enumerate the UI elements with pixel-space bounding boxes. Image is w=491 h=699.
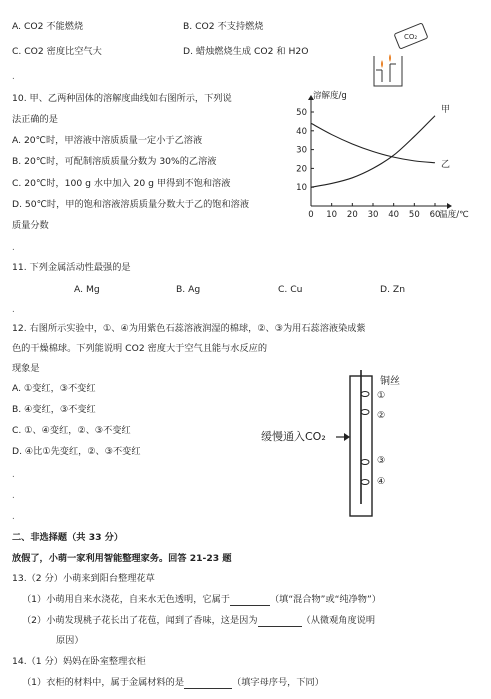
q11-option-b: B. Ag bbox=[176, 284, 201, 295]
x-tick-label: 20 bbox=[346, 210, 358, 220]
q14-part1 bbox=[22, 677, 324, 689]
q11-option-c: C. Cu bbox=[278, 284, 303, 295]
q12-option-c: C. ①、④变红，②、③不变红 bbox=[12, 425, 131, 436]
glass-tube-icon bbox=[350, 370, 372, 516]
q13-part1-answer-blank[interactable] bbox=[230, 595, 270, 606]
q9-option-c: C. CO2 密度比空气大 bbox=[12, 46, 102, 57]
x-axis-label: 温度/℃ bbox=[439, 210, 469, 220]
section2-heading: 二、非选择题（共 33 分） bbox=[12, 532, 124, 543]
y-tick-label: 50 bbox=[296, 108, 307, 118]
series-line-1 bbox=[311, 123, 435, 162]
co2-bottle-label: CO₂ bbox=[404, 33, 418, 41]
q13-part1-text: （1）小萌用自来水浇花，自来水无色透明，它属于 bbox=[22, 594, 230, 605]
ball-label-4: ④ bbox=[377, 476, 386, 487]
co2-pouring-figure bbox=[360, 20, 440, 90]
q13-part2-text: （2）小萌发现桃子花长出了花苞，闻到了香味，这是因为 bbox=[22, 615, 258, 626]
beaker-icon bbox=[374, 56, 402, 86]
q9-option-a: A. CO2 不能燃烧 bbox=[12, 21, 84, 32]
x-tick-label: 60 bbox=[429, 210, 441, 220]
q10-option-b: B. 20℃时，可配制溶质质量分数为 30%的乙溶液 bbox=[12, 156, 217, 167]
q9-option-d: D. 蜡烛燃烧生成 CO2 和 H2O bbox=[183, 46, 309, 57]
co2-inlet-label: 缓慢通入CO₂ bbox=[261, 430, 326, 443]
q12-stem-line1: 12. 右图所示实验中，①、④为用紫色石蕊溶液润湿的棉球，②、③为用石蕊溶液染成紫 bbox=[12, 323, 366, 334]
x-tick-label: 30 bbox=[367, 210, 379, 220]
x-tick-label: 10 bbox=[326, 210, 338, 220]
q10-stem-line2: 法正确的是 bbox=[12, 114, 58, 125]
q12-option-a: A. ①变红，③不变红 bbox=[12, 383, 96, 394]
cotton-ball-icons bbox=[361, 392, 369, 485]
q14-part1-text: （1）衣柜的材料中，属于金属材料的是 bbox=[22, 677, 185, 688]
y-tick-label: 30 bbox=[296, 145, 307, 156]
q11-option-d: D. Zn bbox=[380, 284, 406, 295]
y-tick-label: 10 bbox=[296, 183, 307, 194]
q9-option-b: B. CO2 不支持燃烧 bbox=[183, 21, 264, 32]
q13-part1 bbox=[22, 594, 381, 606]
x-tick-label: 0 bbox=[308, 210, 314, 220]
q14-part1-answer-blank[interactable] bbox=[184, 678, 232, 689]
inlet-arrow-icon bbox=[336, 433, 350, 441]
q14-stem: 14.（1 分）妈妈在卧室整理衣柜 bbox=[12, 656, 146, 667]
y-axis-label: 溶解度/g bbox=[313, 91, 347, 101]
solubility-chart bbox=[285, 88, 480, 223]
q13-stem: 13.（2 分）小萌来到阳台整理花草 bbox=[12, 573, 155, 584]
y-tick-label: 40 bbox=[296, 126, 307, 137]
q10-option-a: A. 20℃时，甲溶液中溶质质量一定小于乙溶液 bbox=[12, 135, 203, 146]
q10-option-d: D. 50℃时，甲的饱和溶液溶质质量分数大于乙的饱和溶液 bbox=[12, 199, 250, 210]
x-tick-label: 40 bbox=[388, 210, 400, 220]
q10-option-d-cont: 质量分数 bbox=[12, 220, 49, 231]
ball-label-1: ① bbox=[377, 390, 386, 401]
ball-label-2: ② bbox=[377, 410, 386, 421]
x-tick-label: 50 bbox=[408, 210, 420, 220]
q10-stem-line1: 10. 甲、乙两种固体的溶解度曲线如右图所示，下列说 bbox=[12, 93, 232, 104]
copper-wire-label: 铜丝 bbox=[380, 376, 400, 387]
q14-part1-hint: （填字母序号，下同） bbox=[232, 677, 324, 688]
q11-stem: 11. 下列金属活动性最强的是 bbox=[12, 262, 131, 273]
q13-part2-hint: （从微观角度说明 bbox=[301, 615, 376, 626]
q12-stem-line2: 色的干燥棉球。下列能说明 CO2 密度大于空气且能与水反应的 bbox=[12, 343, 268, 354]
q13-part2-cont: 原因） bbox=[56, 635, 84, 646]
q11-option-a: A. Mg bbox=[74, 284, 100, 295]
co2-tube-figure bbox=[240, 368, 390, 520]
q13-part2-answer-blank[interactable] bbox=[258, 616, 302, 627]
q10-option-c: C. 20℃时，100 g 水中加入 20 g 甲得到不饱和溶液 bbox=[12, 178, 231, 189]
y-tick-label: 20 bbox=[296, 164, 307, 175]
q12-option-b: B. ④变红，③不变红 bbox=[12, 404, 96, 415]
q13-part1-hint: （填“混合物”或“纯净物”） bbox=[269, 594, 381, 605]
series-label-1: 乙 bbox=[441, 159, 451, 170]
ball-label-3: ③ bbox=[377, 455, 386, 466]
x-axis-arrow bbox=[447, 203, 452, 209]
q12-stem-line3: 现象是 bbox=[12, 363, 40, 374]
section2-intro: 放假了，小萌一家利用智能整理家务。回答 21-23 题 bbox=[12, 553, 232, 564]
q13-part2 bbox=[22, 615, 375, 627]
q12-option-d: D. ④比①先变红，②、③不变红 bbox=[12, 446, 141, 457]
series-label-0: 甲 bbox=[441, 104, 451, 115]
